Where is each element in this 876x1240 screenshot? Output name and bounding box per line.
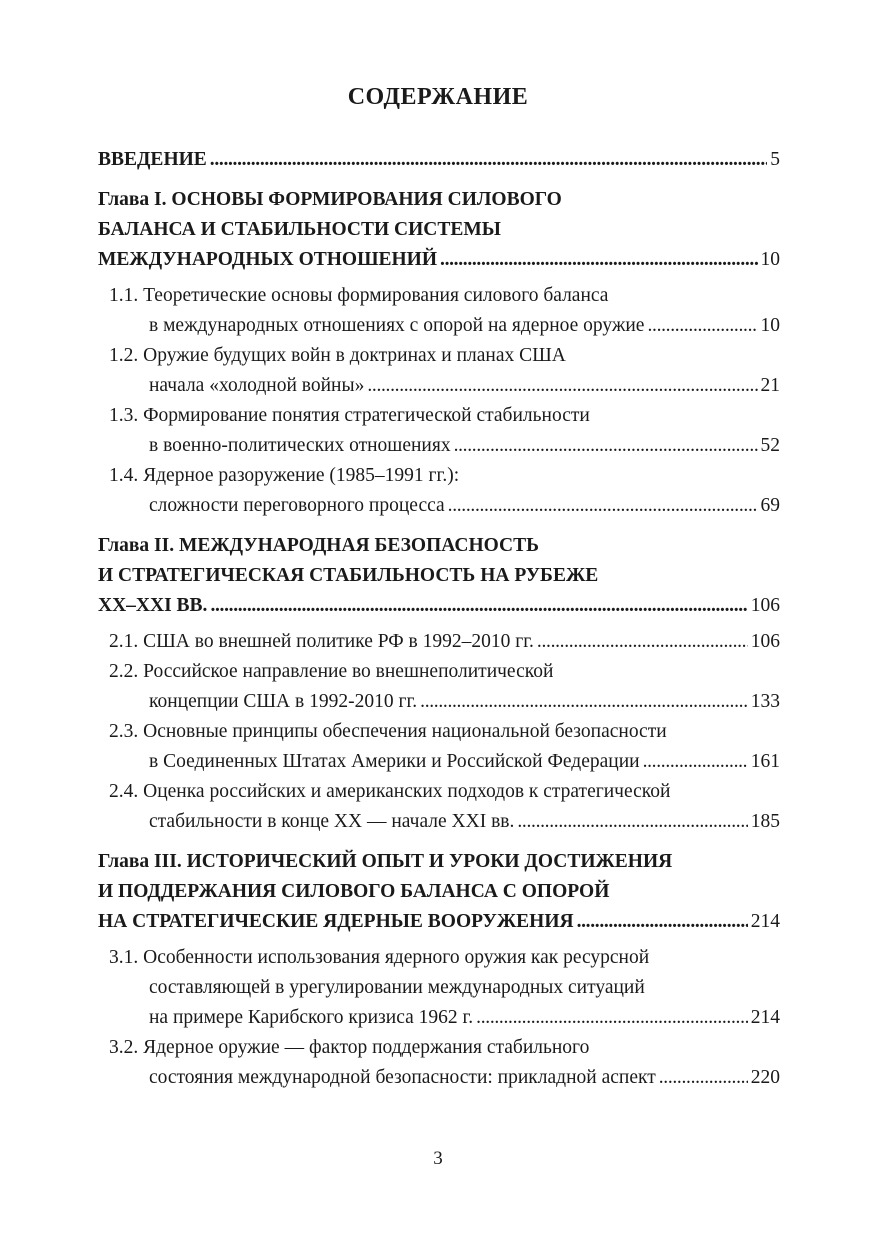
toc-section-title: 2.4. Оценка российских и американских подходов к стратегической (109, 781, 671, 802)
toc-line (109, 1063, 780, 1093)
toc-section-title: стабильности в конце XX — начале XXI вв. (149, 811, 515, 832)
toc-section-1-4 (98, 461, 780, 521)
toc-section-title: 1.2. Оружие будущих войн в доктринах и планах США (109, 345, 566, 366)
toc-line (109, 747, 780, 777)
toc-chapter-title: Глава III. ИСТОРИЧЕСКИЙ ОПЫТ И УРОКИ ДОСТИЖЕНИЯ (98, 851, 673, 872)
toc-chapter-title: НА СТРАТЕГИЧЕСКИЕ ЯДЕРНЫЕ ВООРУЖЕНИЯ (98, 911, 574, 932)
toc-chapter-title: Глава I. ОСНОВЫ ФОРМИРОВАНИЯ СИЛОВОГО (98, 189, 562, 210)
dot-leader (440, 245, 757, 275)
toc-page-number: 52 (760, 435, 780, 456)
dot-leader (210, 591, 747, 621)
toc-page-number: 69 (760, 495, 780, 516)
toc-section-title: составляющей в урегулировании международных ситуаций (149, 977, 645, 998)
dot-leader (647, 311, 757, 341)
toc-section-1-2 (98, 341, 780, 401)
toc-line (109, 1003, 780, 1033)
dot-leader (537, 627, 748, 657)
toc-page-number: 10 (760, 249, 780, 270)
toc-line (98, 591, 780, 621)
toc-section-title: в военно-политических отношениях (149, 435, 451, 456)
toc-line (109, 341, 780, 371)
toc-chapter-title: Глава II. МЕЖДУНАРОДНАЯ БЕЗОПАСНОСТЬ (98, 535, 540, 556)
toc-section-3-2 (98, 1033, 780, 1093)
toc-line (109, 943, 780, 973)
toc-page-number: 214 (750, 1007, 780, 1028)
toc-section-title: 2.3. Основные принципы обеспечения национальной безопасности (109, 721, 667, 742)
toc-sections-1 (98, 281, 780, 521)
toc-section-title: сложности переговорного процесса (149, 495, 445, 516)
toc-line (109, 687, 780, 717)
dot-leader (577, 907, 748, 937)
toc-section-1-3 (98, 401, 780, 461)
toc-page-number: 161 (750, 751, 780, 772)
toc-line (109, 431, 780, 461)
toc-page-number: 10 (760, 315, 780, 336)
toc-page-number: 106 (750, 631, 780, 652)
toc-line (98, 531, 780, 561)
toc-section-title: на примере Карибского кризиса 1962 г. (149, 1007, 474, 1028)
toc-chapter-title: БАЛАНСА И СТАБИЛЬНОСТИ СИСТЕМЫ (98, 219, 501, 240)
dot-leader (367, 371, 757, 401)
toc-chapter-title: И СТРАТЕГИЧЕСКАЯ СТАБИЛЬНОСТЬ НА РУБЕЖЕ (98, 565, 599, 586)
toc-line (109, 401, 780, 431)
toc-section-title: 1.4. Ядерное разоружение (1985–1991 гг.): (109, 465, 460, 486)
toc-line (109, 1033, 780, 1063)
toc-line (109, 717, 780, 747)
dot-leader (643, 747, 748, 777)
toc-page-number: 220 (750, 1067, 780, 1088)
toc-section-title: 2.2. Российское направление во внешнеполитической (109, 661, 554, 682)
toc-section-2-2 (98, 657, 780, 717)
toc-line (109, 657, 780, 687)
toc-line (109, 311, 780, 341)
toc-page-number: 185 (750, 811, 780, 832)
dot-leader (517, 807, 747, 837)
toc-line (98, 847, 780, 877)
toc-section-2-3 (98, 717, 780, 777)
toc-line (98, 215, 780, 245)
toc-line (109, 371, 780, 401)
toc-chapter-3 (98, 847, 780, 937)
toc-intro (98, 145, 780, 175)
toc-chapter-title: МЕЖДУНАРОДНЫХ ОТНОШЕНИЙ (98, 249, 438, 270)
toc-line (98, 907, 780, 937)
toc-section-title: 3.1. Особенности использования ядерного оружия как ресурсной (109, 947, 650, 968)
toc-page-number: 133 (750, 691, 780, 712)
toc-sections-2 (98, 627, 780, 837)
dot-leader (448, 491, 758, 521)
page-number: 3 (433, 1148, 443, 1169)
toc-line (109, 807, 780, 837)
toc-chapter-title: XX–XXI ВВ. (98, 595, 208, 616)
toc-page-number: 106 (750, 595, 780, 616)
toc-section-1-1 (98, 281, 780, 341)
dot-leader (454, 431, 758, 461)
toc-line (98, 185, 780, 215)
toc-line (98, 245, 780, 275)
toc-section-title: 1.1. Теоретические основы формирования силового баланса (109, 285, 609, 306)
toc-chapter-2 (98, 531, 780, 621)
toc-line (98, 145, 780, 175)
toc-line (109, 491, 780, 521)
toc-line (98, 877, 780, 907)
toc-section-title: 3.2. Ядерное оружие — фактор поддержания стабильного (109, 1037, 590, 1058)
toc-entry-title: ВВЕДЕНИЕ (98, 149, 207, 170)
toc-section-title: 2.1. США во внешней политике РФ в 1992–2010 гг. (109, 631, 534, 652)
dot-leader (476, 1003, 748, 1033)
toc-line (109, 973, 780, 1003)
toc-section-title: концепции США в 1992-2010 гг. (149, 691, 418, 712)
toc-section-title: в Соединенных Штатах Америки и Российской Федерации (149, 751, 640, 772)
toc-line (109, 777, 780, 807)
dot-leader (420, 687, 748, 717)
table-of-contents (98, 145, 780, 1093)
toc-chapter-title: И ПОДДЕРЖАНИЯ СИЛОВОГО БАЛАНСА С ОПОРОЙ (98, 881, 610, 902)
toc-line (109, 461, 780, 491)
dot-leader (210, 145, 767, 175)
toc-page-number: 214 (750, 911, 780, 932)
toc-chapter-1 (98, 185, 780, 275)
toc-section-2-4 (98, 777, 780, 837)
toc-line (98, 561, 780, 591)
toc-page-number: 5 (770, 149, 780, 170)
dot-leader (659, 1063, 748, 1093)
toc-section-3-1 (98, 943, 780, 1033)
toc-section-title: начала «холодной войны» (149, 375, 365, 396)
toc-section-title: состояния международной безопасности: прикладной аспект (149, 1067, 656, 1088)
toc-line (109, 281, 780, 311)
toc-section-title: 1.3. Формирование понятия стратегической стабильности (109, 405, 590, 426)
toc-section-title: в международных отношениях с опорой на ядерное оружие (149, 315, 645, 336)
toc-line (109, 627, 780, 657)
toc-sections-3 (98, 943, 780, 1093)
page-title: СОДЕРЖАНИЕ (347, 84, 529, 110)
toc-page-number: 21 (760, 375, 780, 396)
toc-section-2-1 (98, 627, 780, 657)
